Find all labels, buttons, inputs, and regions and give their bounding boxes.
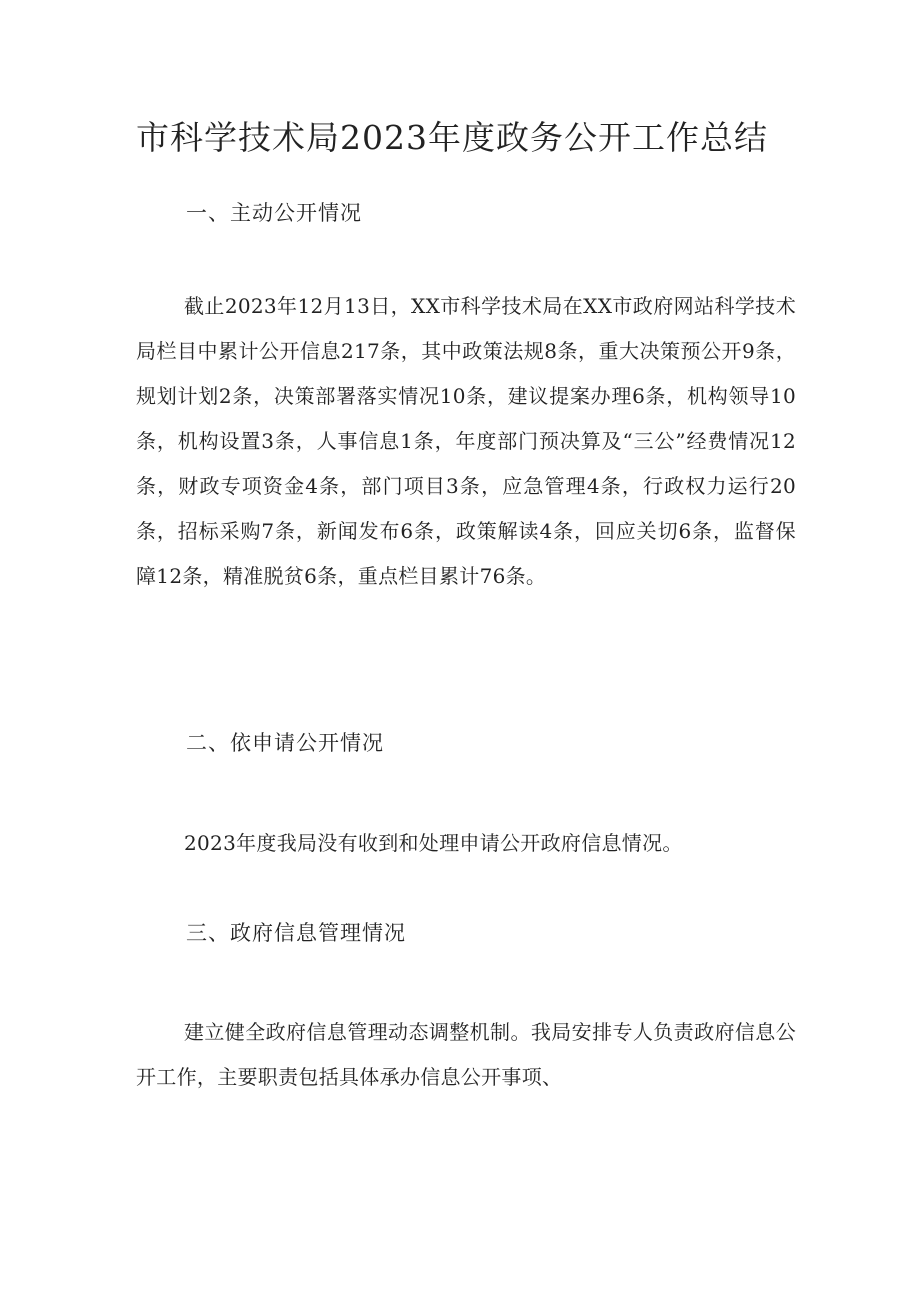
section-body-application-disclosure: 2023年度我局没有收到和处理申请公开政府信息情况。 <box>184 831 683 855</box>
section-heading-proactive-disclosure: 一、主动公开情况 <box>186 201 362 225</box>
section-heading-information-management: 三、政府信息管理情况 <box>186 921 406 945</box>
document-title: 市科学技术局2023年度政务公开工作总结 <box>136 118 768 157</box>
section-heading-application-disclosure: 二、依申请公开情况 <box>186 731 384 755</box>
section-body-proactive-disclosure: 截止2023年12月13日，XX市科学技术局在XX市政府网站科学技术局栏目中累计公开信息217条，其中政策法规8条，重大决策预公开9条，规划计划2条，决策部署落实情况10条，建议提案办理6条，机构领导10条，机构设置3条，人事信息1条，年度部门预决算及“三公”经费情况12条，财政专项资金4条，部门项目3条，应急管理4条，行政权力运行20条，招标采购7条，新闻发布6条，政策解读4条，回应关切6条，监督保障12条，精准脱贫6条，重点栏目累计76条。 <box>136 294 796 588</box>
section-body-information-management: 建立健全政府信息管理动态调整机制。我局安排专人负责政府信息公开工作，主要职责包括具体承办信息公开事项、 <box>136 1020 796 1089</box>
